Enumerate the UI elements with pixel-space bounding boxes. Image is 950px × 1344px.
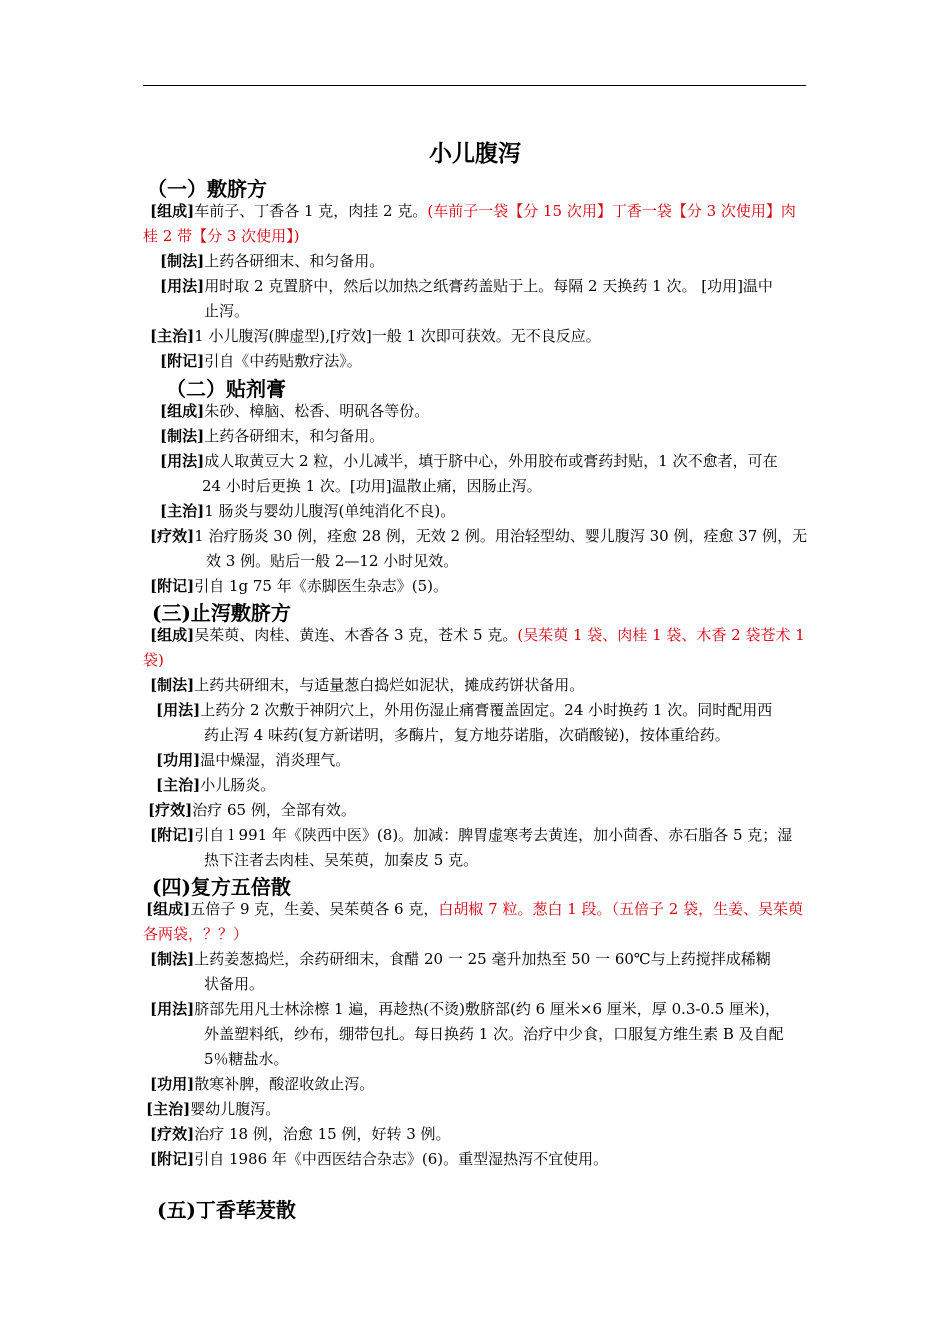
s3-zhifa-label: [制法] (150, 676, 195, 694)
s4-gongyong-label: [功用] (150, 1075, 195, 1093)
s4-fuji (150, 1147, 608, 1172)
s3-zhifa (150, 673, 584, 698)
s3-zhuzhi-text: 小儿肠炎。 (200, 776, 276, 794)
s1-fuji (160, 349, 362, 374)
s2-zhuzhi-text: 1 肠炎与婴幼儿腹泻(单纯消化不良)。 (204, 502, 456, 520)
s4-zhuzhi-label: [主治] (146, 1100, 191, 1118)
s3-zhuzhi-label: [主治] (156, 776, 201, 794)
s1-yongfa-label: [用法] (160, 277, 205, 295)
s2-liaoxiao-label: [疗效] (150, 527, 195, 545)
s4-gongyong-text: 散寒补脾，酸涩收敛止泻。 (194, 1075, 375, 1093)
s4-yongfa-text: 脐部先用凡士林涂檫 1 遍，再趁热(不烫)敷脐部(约 6 厘米×6 厘米，厚 0.3-0.5 厘米)， (194, 1000, 780, 1018)
s3-zucheng-line-1 (150, 623, 805, 648)
s4-zhifa-label: [制法] (150, 950, 195, 968)
s3-fuji-line-2: 热下注者去肉桂、吴茱萸，加秦皮 5 克。 (204, 851, 479, 869)
s4-zhuzhi-text: 婴幼儿腹泻。 (190, 1100, 281, 1118)
s3-zucheng-note-line-2: 袋) (143, 651, 164, 669)
s4-fuji-label: [附记] (150, 1150, 195, 1168)
s2-liaoxiao-line-1 (150, 524, 807, 549)
s4-yongfa-line-2: 外盖塑料纸，纱布，绷带包扎。每日换药 1 次。治疗中少食，口服复方维生素 B 及自配 (204, 1025, 784, 1043)
s4-zucheng-line-2 (143, 922, 248, 947)
s1-zucheng-note: (车前子一袋【分 15 次用】丁香一袋【分 3 次使用】肉 (427, 202, 796, 220)
s3-fuji-line-1 (150, 823, 792, 848)
page-title: 小儿腹泻 (429, 140, 521, 167)
s4-yongfa-label: [用法] (150, 1000, 195, 1018)
s1-zucheng-text: 车前子、丁香各 1 克，肉挂 2 克。 (194, 202, 428, 220)
s4-gongyong (150, 1072, 374, 1097)
s4-liaoxiao-text: 治疗 18 例，治愈 15 例，好转 3 例。 (194, 1125, 451, 1143)
s3-zhuzhi (156, 773, 275, 798)
s3-fuji-text: 引自 l 991 年《陕西中医》(8)。加减：脾胃虚寒考去黄连，加小茴香、赤石脂各 5 克；湿 (194, 826, 793, 844)
s3-liaoxiao (148, 798, 356, 823)
s3-zucheng-note: (吴茱萸 1 袋、肉桂 1 袋、木香 2 袋苍术 1 (517, 626, 805, 644)
section-4-heading: (四)复方五倍散 (152, 875, 291, 899)
s4-zucheng-label: [组成] (146, 900, 191, 918)
s3-yongfa-line-1 (156, 698, 772, 723)
s3-zucheng-text: 吴茱萸、肉桂、黄连、木香各 3 克，苍术 5 克。 (194, 626, 518, 644)
s1-fuji-text: 引自《中药贴敷疗法》。 (204, 352, 362, 370)
s2-yongfa-line-2: 24 小时后更换 1 次。[功用]温散止痛，因肠止泻。 (202, 477, 542, 495)
section-2-heading: （二）贴剂膏 (166, 377, 286, 401)
s2-yongfa-line-1 (160, 449, 778, 474)
section-3-heading: (三)止泻敷脐方 (152, 601, 291, 625)
s4-yongfa-line-3: 5％糖盐水。 (204, 1050, 289, 1068)
s3-gongyong-text: 温中燥湿，消炎理气。 (200, 751, 351, 769)
s3-gongyong-label: [功用] (156, 751, 201, 769)
s4-liaoxiao-label: [疗效] (150, 1125, 195, 1143)
s3-zhifa-text: 上药共研细末，与适量葱白捣烂如泥状，摊成药饼状备用。 (194, 676, 585, 694)
s3-zucheng-label: [组成] (150, 626, 195, 644)
s4-zhifa-line-1 (150, 947, 771, 972)
s4-zucheng-line-1 (146, 897, 803, 922)
s3-yongfa-label: [用法] (156, 701, 201, 719)
s2-liaoxiao-line-2: 效 3 例。贴后一般 2—12 小时见效。 (206, 552, 459, 570)
s4-zhifa-text: 上药姜葱捣烂，余药研细末，食醋 20 一 25 毫升加热至 50 一 60℃与上药搅拌成稀糊 (194, 950, 771, 968)
s4-zucheng-note-2: 各两袋，？？） (143, 925, 249, 943)
s3-gongyong (156, 748, 350, 773)
s1-zucheng-note-line-2: 桂 2 带【分 3 次使用】) (143, 227, 300, 245)
s4-zhuzhi (146, 1097, 280, 1122)
s4-zucheng-text: 五倍子 9 克，生姜、吴茱萸各 6 克， (190, 900, 439, 918)
s1-zhuzhi-label: [主治] (150, 327, 195, 345)
section-5-heading: (五)丁香荜茇散 (157, 1198, 296, 1222)
s1-yongfa-line-2: 止泻。 (204, 302, 250, 320)
s2-yongfa-label: [用法] (160, 452, 205, 470)
s1-yongfa-text: 用时取 2 克置脐中，然后以加热之纸膏药盖贴于上。每隔 2 天换药 1 次。 [功用]温中 (204, 277, 773, 295)
header-rule (143, 85, 806, 86)
s1-zhuzhi-text: 1 小儿腹泻(脾虚型),[疗效]一般 1 次即可获效。无不良反应。 (194, 327, 601, 345)
s2-zhifa (160, 424, 384, 449)
s1-zhifa-label: [制法] (160, 252, 205, 270)
s1-fuji-label: [附记] (160, 352, 205, 370)
s2-fuji-text: 引自 1g 75 年《赤脚医生杂志》(5)。 (194, 577, 448, 595)
s1-zhifa-text: 上药各研细末、和匀备用。 (204, 252, 385, 270)
s4-zucheng-note: 白胡椒 7 粒。葱白 1 段。（五倍子 2 袋，生姜、吴茱萸 (438, 900, 804, 918)
s2-zhuzhi-label: [主治] (160, 502, 205, 520)
s2-zucheng-text: 朱砂、樟脑、松香、明矾各等份。 (204, 402, 430, 420)
s1-zucheng-line-1 (150, 199, 796, 224)
s2-zhifa-text: 上药各研细末，和匀备用。 (204, 427, 385, 445)
s2-fuji-label: [附记] (150, 577, 195, 595)
s2-zhifa-label: [制法] (160, 427, 205, 445)
s3-liaoxiao-label: [疗效] (148, 801, 193, 819)
s2-zucheng (160, 399, 429, 424)
s3-fuji-label: [附记] (150, 826, 195, 844)
s3-liaoxiao-text: 治疗 65 例，全部有效。 (192, 801, 356, 819)
s2-zucheng-label: [组成] (160, 402, 205, 420)
s1-zucheng-label: [组成] (150, 202, 195, 220)
s2-liaoxiao-text: 1 治疗肠炎 30 例，痊愈 28 例，无效 2 例。用治轻型幼、婴儿腹泻 30 例，痊愈 37 例，无 (194, 527, 808, 545)
s2-yongfa-text: 成人取黄豆大 2 粒，小儿减半，填于脐中心，外用胶布或膏药封贴，1 次不愈者，可在 (204, 452, 778, 470)
s4-zhifa-line-2: 状备用。 (204, 975, 265, 993)
s2-fuji (150, 574, 448, 599)
s1-zhuzhi (150, 324, 601, 349)
s2-zhuzhi (160, 499, 455, 524)
s3-yongfa-text: 上药分 2 次敷于神阴穴上，外用伤湿止痛膏覆盖固定。24 小时换药 1 次。同时配用西 (200, 701, 773, 719)
s3-yongfa-line-2: 药止泻 4 味药(复方新诺明，多酶片，复方地芬诺脂，次硝酸铋)，按体重给药。 (204, 726, 730, 744)
s4-yongfa-line-1 (150, 997, 780, 1022)
s1-yongfa-line-1 (160, 274, 773, 299)
s1-zhifa (160, 249, 384, 274)
s4-liaoxiao (150, 1122, 451, 1147)
section-1-heading: （一）敷脐方 (147, 177, 267, 201)
s4-fuji-text: 引自 1986 年《中西医结合杂志》(6)。重型湿热泻不宜使用。 (194, 1150, 609, 1168)
